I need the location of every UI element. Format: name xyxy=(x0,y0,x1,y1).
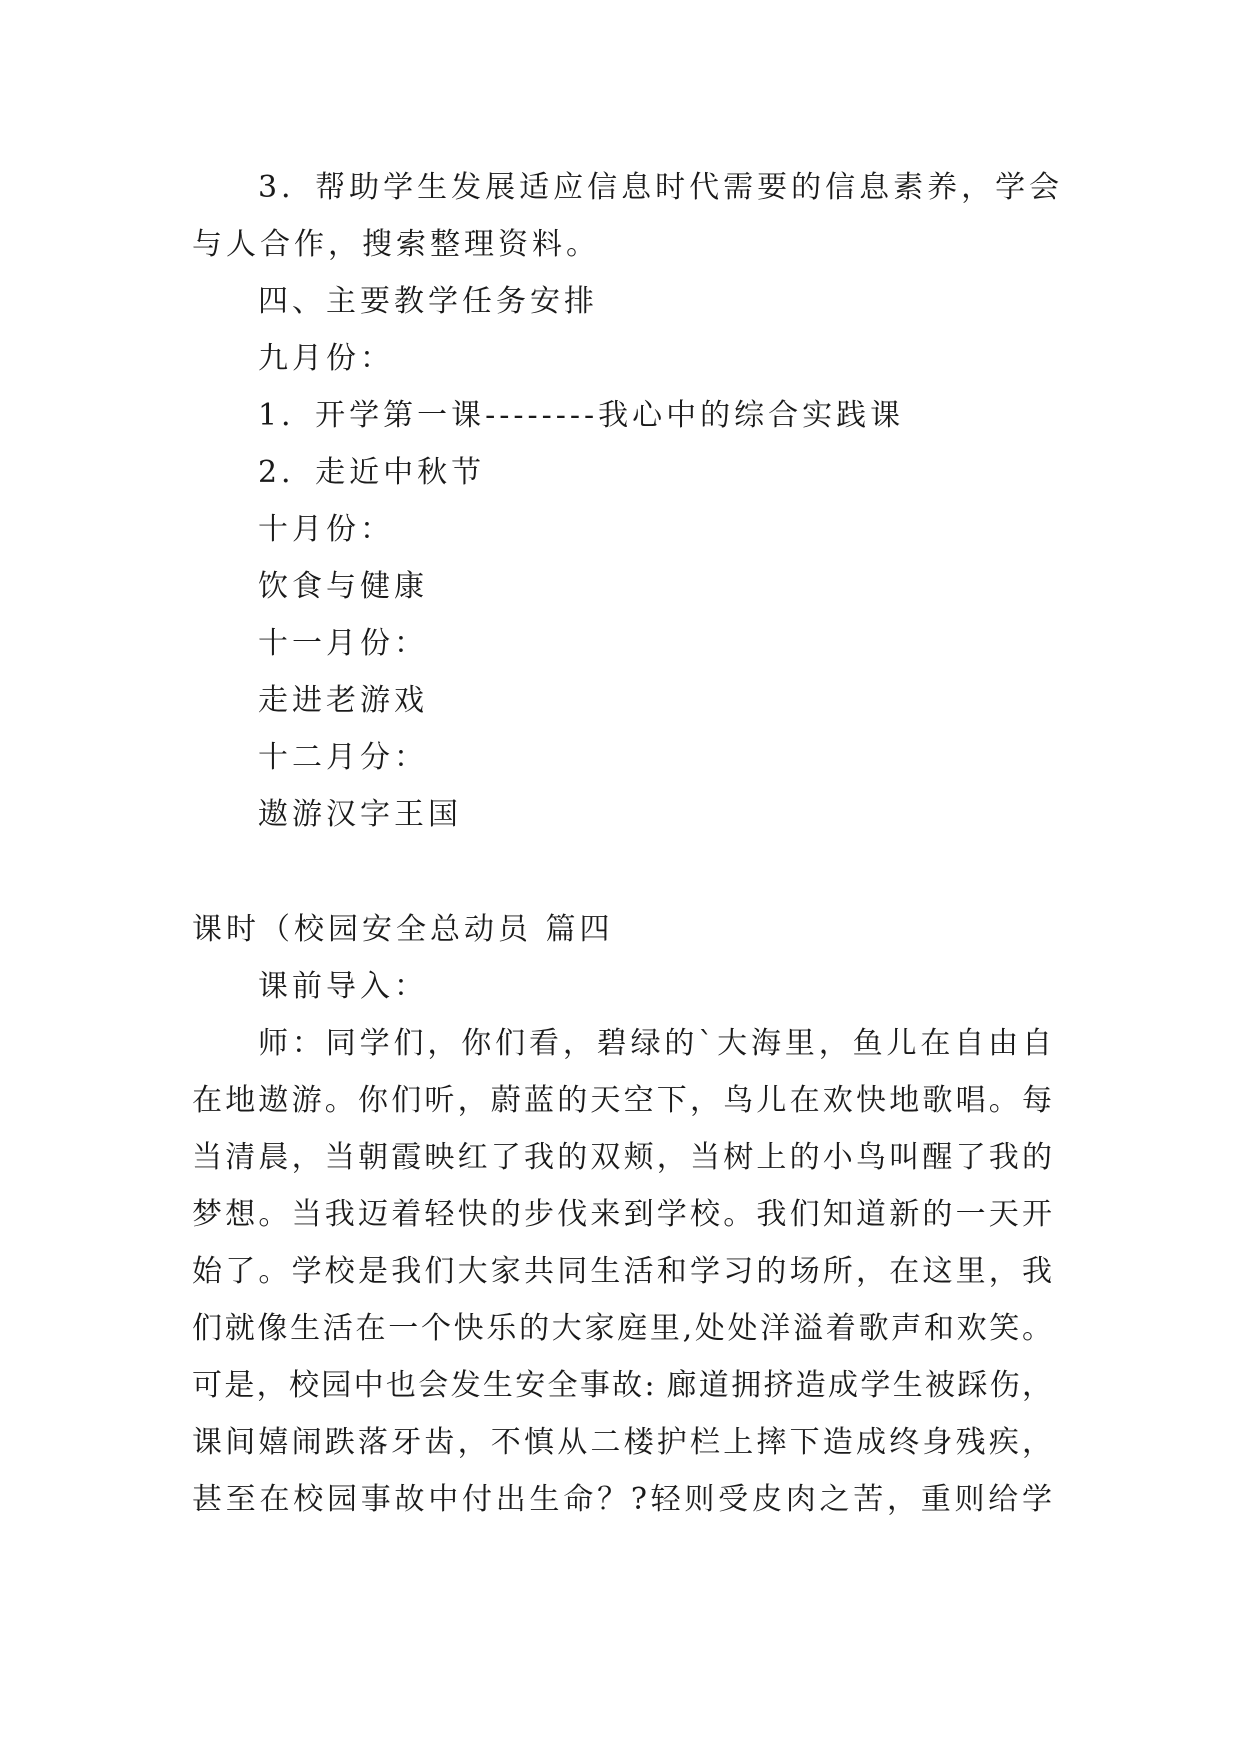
paragraph-line-1: 师：同学们，你们看，碧绿的`大海里，鱼儿在自由自 xyxy=(258,1026,1052,1061)
paragraph-line-8: 课间嬉闹跌落牙齿，不慎从二楼护栏上摔下造成终身残疾， xyxy=(192,1425,1052,1460)
lesson-heading: 课时（校园安全总动员 篇四 xyxy=(192,912,614,947)
september-item-2: 2．走近中秋节 xyxy=(258,455,486,490)
month-october: 十月份： xyxy=(258,512,394,547)
paragraph-line-9: 甚至在校园事故中付出生命？?轻则受皮肉之苦，重则给学 xyxy=(192,1482,1052,1517)
october-item: 饮食与健康 xyxy=(258,569,428,604)
month-november: 十一月份： xyxy=(258,626,428,661)
paragraph-line-2: 在地遨游。你们听，蔚蓝的天空下，鸟儿在欢快地歌唱。每 xyxy=(192,1083,1052,1118)
month-september: 九月份： xyxy=(258,341,394,376)
november-item: 走进老游戏 xyxy=(258,683,428,718)
plan-line-1: 3．帮助学生发展适应信息时代需要的信息素养，学会 xyxy=(258,170,1064,205)
paragraph-line-7: 可是，校园中也会发生安全事故: 廊道拥挤造成学生被踩伤， xyxy=(192,1368,1052,1403)
paragraph-line-3: 当清晨，当朝霞映红了我的双颊，当树上的小鸟叫醒了我的 xyxy=(192,1140,1052,1175)
intro-label: 课前导入： xyxy=(258,969,428,1004)
paragraph-line-6: 们就像生活在一个快乐的大家庭里,处处洋溢着歌声和欢笑。 xyxy=(192,1311,1052,1346)
month-december: 十二月分： xyxy=(258,740,428,775)
september-item-1: 1．开学第一课--------我心中的综合实践课 xyxy=(258,398,905,433)
plan-heading: 四、主要教学任务安排 xyxy=(258,284,598,319)
paragraph-line-4: 梦想。当我迈着轻快的步伐来到学校。我们知道新的一天开 xyxy=(192,1197,1052,1232)
december-item: 遨游汉字王国 xyxy=(258,797,462,832)
paragraph-line-5: 始了。学校是我们大家共同生活和学习的场所，在这里，我 xyxy=(192,1254,1052,1289)
plan-line-2: 与人合作，搜索整理资料。 xyxy=(192,227,600,262)
